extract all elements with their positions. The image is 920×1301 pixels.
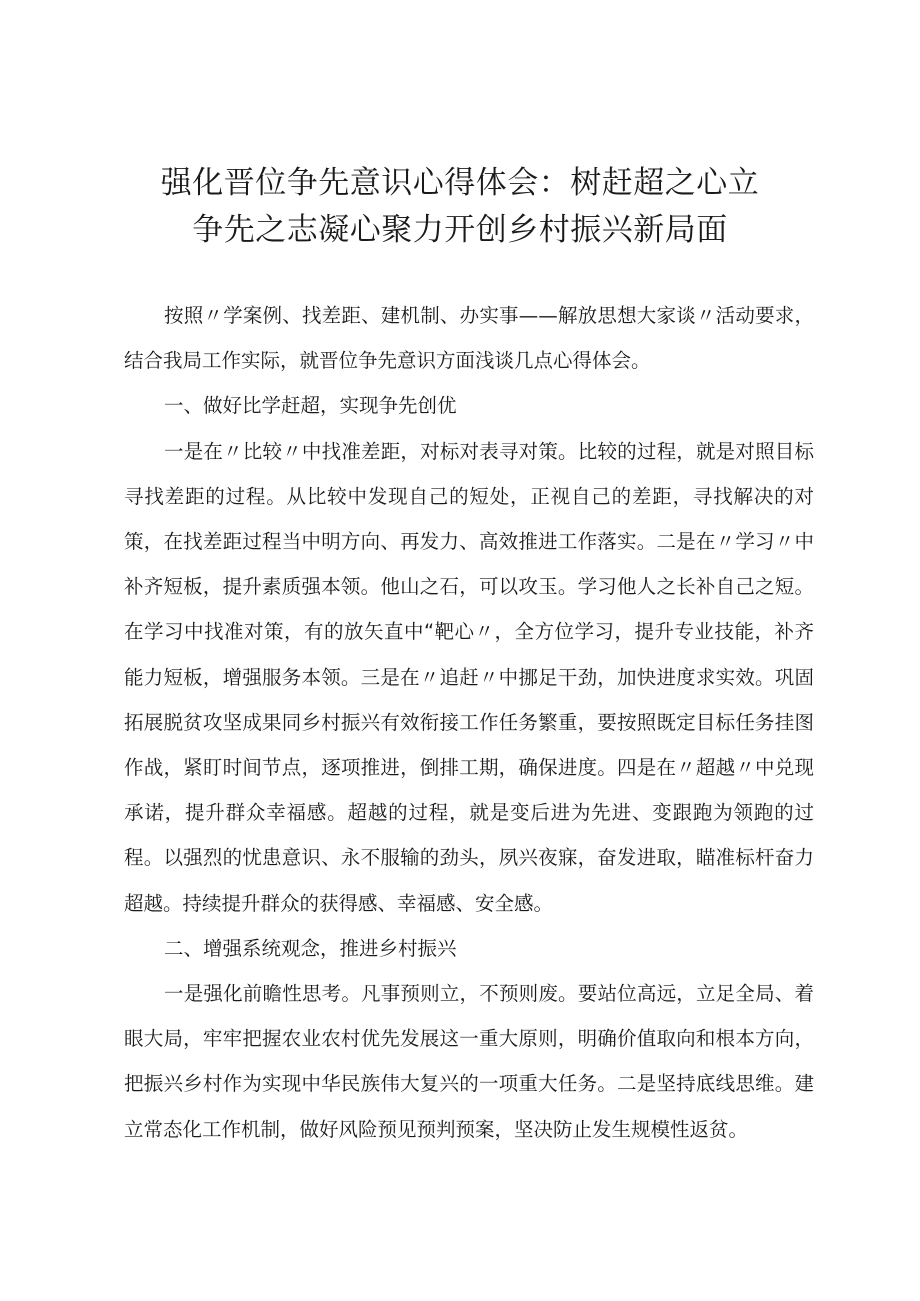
section-2-paragraph: 一是强化前瞻性思考。凡事预则立，不预则废。要站位高远，立足全局、着眼大局，牢牢把握农业农村优先发展这一重大原则，明确价值取向和根本方向，把振兴乡村作为实现中华民族伟大复兴的一项重大任务。二是坚持底线思维。建立常态化工作机制，做好风险预见预判预案，坚决防止发生规模性返贫。	[124, 982, 814, 1141]
section-1-paragraph: 一是在〃比较〃中找准差距，对标对表寻对策。比较的过程，就是对照目标寻找差距的过程。从比较中发现自己的短处，正视自己的差距，寻找解决的对策，在找差距过程当中明方向、再发力、高效推进工作落实。二是在〃学习〃中补齐短板，提升素质强本领。他山之石，可以攻玉。学习他人之长补自己之短。在学习中找准对策，有的放矢直中“靶心〃，全方位学习，提升专业技能，补齐能力短板，增强服务本领。三是在〃追赶〃中挪足干劲，加快进度求实效。巩固拓展脱贫攻坚成果同乡村振兴有效衔接工作任务繁重，要按照既定目标任务挂图作战，紧盯时间节点，逐项推进，倒排工期，确保进度。四是在〃超越〃中兑现承诺，提升群众幸福感。超越的过程，就是变后进为先进、变跟跑为领跑的过程。以强烈的忧患意识、永不服输的劲头，夙兴夜寐，奋发进取，瞄准标杆奋力超越。持续提升群众的获得感、幸福感、安全感。	[124, 439, 814, 915]
title-line-2: 争先之志凝心聚力开创乡村振兴新局面	[192, 212, 728, 248]
document-title	[120, 160, 800, 254]
intro-paragraph: 按照〃学案例、找差距、建机制、办实事——解放思想大家谈〃活动要求，结合我局工作实际，就晋位争先意识方面浅谈几点心得体会。	[124, 304, 814, 373]
section-heading-1: 一、做好比学赶超，实现争先创优	[164, 394, 457, 418]
title-line-1: 强化晋位争先意识心得体会：树赶超之心立	[160, 165, 760, 201]
document-body	[124, 293, 814, 1152]
section-heading-2: 二、增强系统观念，推进乡村振兴	[164, 936, 457, 960]
